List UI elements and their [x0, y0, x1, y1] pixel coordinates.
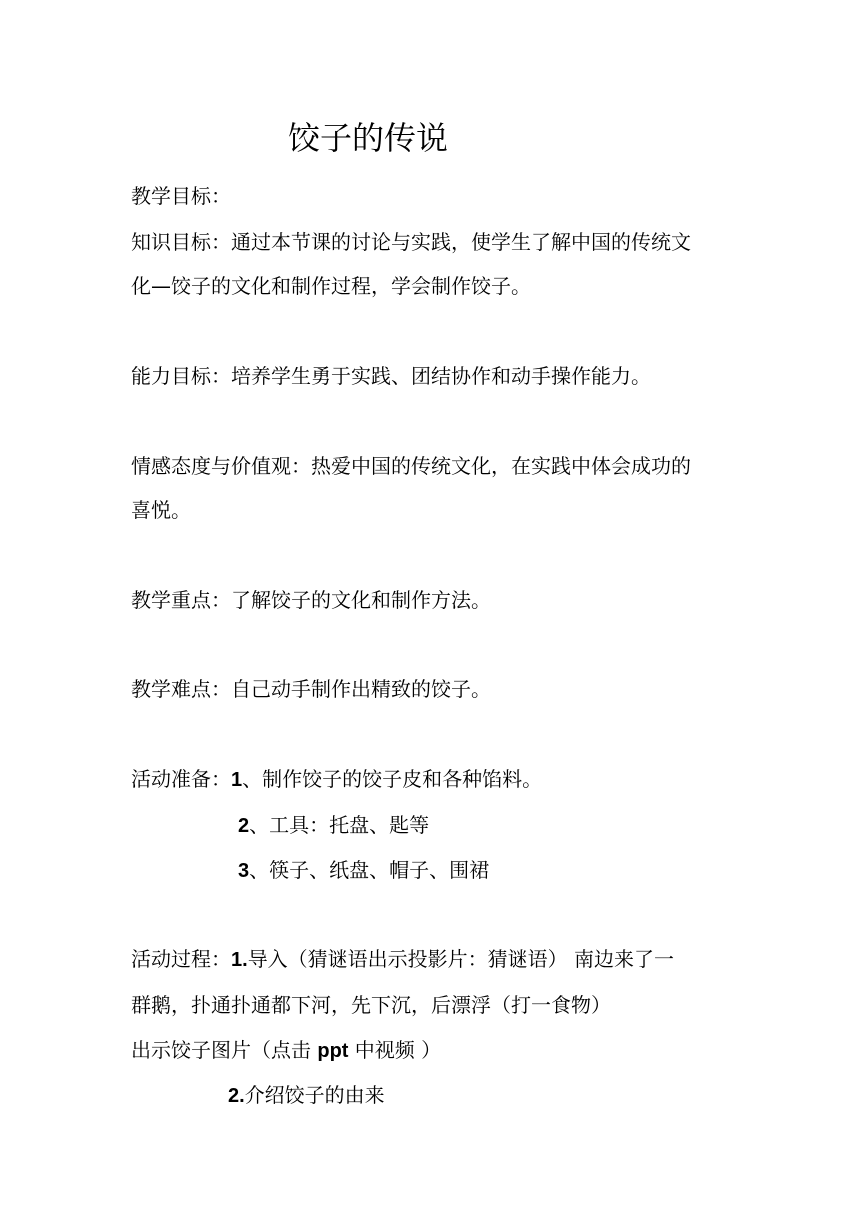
process-step-1	[131, 945, 674, 974]
preparation-label: 活动准备：	[131, 767, 231, 791]
process-step-2-text: 介绍饺子的由来	[244, 1083, 385, 1107]
teaching-goals-heading: 教学目标：	[131, 184, 231, 208]
preparation-item-3	[238, 856, 489, 885]
ppt-text: ppt	[317, 1040, 349, 1062]
process-step-2	[228, 1081, 385, 1110]
process-step-1-line-3-a: 出示饺子图片（点击	[131, 1038, 318, 1062]
emotion-goal-line-2: 喜悦。	[131, 498, 191, 522]
process-step-2-number: 2.	[228, 1085, 245, 1107]
key-point: 教学重点：了解饺子的文化和制作方法。	[131, 588, 491, 612]
knowledge-goal-line-1: 知识目标：通过本节课的讨论与实践，使学生了解中国的传统文	[131, 230, 691, 254]
process-step-1-line-3	[131, 1036, 441, 1065]
process-step-1-number: 1.	[231, 949, 248, 971]
preparation-item-1-number: 1	[231, 769, 243, 791]
preparation-item-2	[238, 811, 429, 840]
process-step-1-line-2: 群鹅，扑通扑通都下河，先下沉，后漂浮（打一食物）	[131, 993, 611, 1017]
knowledge-goal-line-2: 化—饺子的文化和制作过程，学会制作饺子。	[131, 274, 531, 298]
preparation-item-1	[131, 765, 542, 794]
process-step-1-line-3-b: 中视频 ）	[348, 1038, 442, 1062]
process-step-1-text: 导入（猜谜语出示投影片：猜谜语） 南边来了一	[247, 947, 675, 971]
preparation-item-3-text: 、筷子、纸盘、帽子、围裙	[249, 858, 490, 882]
emotion-goal-line-1: 情感态度与价值观：热爱中国的传统文化，在实践中体会成功的	[131, 454, 691, 478]
preparation-item-3-number: 3	[238, 860, 250, 882]
document-title: 饺子的传说	[288, 119, 449, 157]
difficult-point: 教学难点：自己动手制作出精致的饺子。	[131, 677, 491, 701]
process-label: 活动过程：	[131, 947, 231, 971]
preparation-item-1-text: 、制作饺子的饺子皮和各种馅料。	[242, 767, 543, 791]
preparation-item-2-number: 2	[238, 815, 250, 837]
ability-goal: 能力目标：培养学生勇于实践、团结协作和动手操作能力。	[131, 364, 651, 388]
preparation-item-2-text: 、工具：托盘、匙等	[249, 813, 430, 837]
